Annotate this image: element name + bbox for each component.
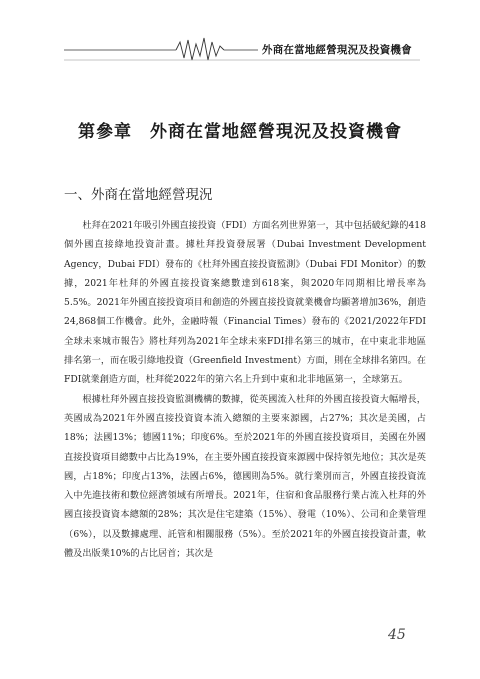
section-heading: 一、外商在當地經營現況 xyxy=(64,187,213,203)
paragraph: 根據杜拜外國直接投資監測機構的數據，從英國流入杜拜的外國直接投資大幅增長，英國成為2021年外國直接投資資本流入總額的主要來源國，占27%；其次是美國，占18%；法國13%；德國11%；印度6%。至於2021年的外國直接投資項目，美國在外國直接投資項目總數中占比為19%，在主要外國直接投資來源國中保持領先地位；其次是英國，占18%；印度占13%，法國占6%，德國則為5%。就行業別而言，外國直接投資流入中先進技術和數位經濟領域有所增長。2021年，住宿和食品服務行業占流入杜拜的外國直接投資資本總額的28%；其次是住宅建築（15%）、發電（10%）、公司和企業管理（6%），以及數據處理、託管和相關服務（5%）。至於2021年的外國直接投資計畫，軟體及出版業10%的占比居首；其次是 xyxy=(64,393,426,560)
chapter-title: 第參章 外商在當地經營現況及投資機會 xyxy=(78,122,402,142)
paragraph: 杜拜在2021年吸引外國直接投資（FDI）方面名列世界第一，其中包括破紀錄的418個外國直接綠地投資計畫。據杜拜投資發展署（Dubai Investment Development Agency，Dubai FDI）發布的《杜拜外國直接投資監測》（Dubai FDI Monitor）的數據，2021年杜拜的外國直接投資案總數達到618案，與2020年同期相比增長率為5.5%。2021年外國直接投資項目和創造的外國直接投資就業機會均顯著增加36%，創造24,868個工作機會。此外，金融時報（Financial Times）發布的《2021/2022年FDI全球未來城市報告》將杜拜列為2021年全球未來FDI排名第三的城市，在中東北非地區排名第一，而在吸引綠地投資（Greenfield Investment）方面，則在全球排名第四。在FDI就業創造方面，杜拜從2022年的第六名上升到中東和北非地區第一，全球第五。 xyxy=(64,220,426,386)
body-text xyxy=(64,216,426,563)
page-number: 45 xyxy=(388,627,406,643)
running-header xyxy=(0,36,480,62)
running-title: 外商在當地經營現況及投資機會 xyxy=(262,44,412,56)
